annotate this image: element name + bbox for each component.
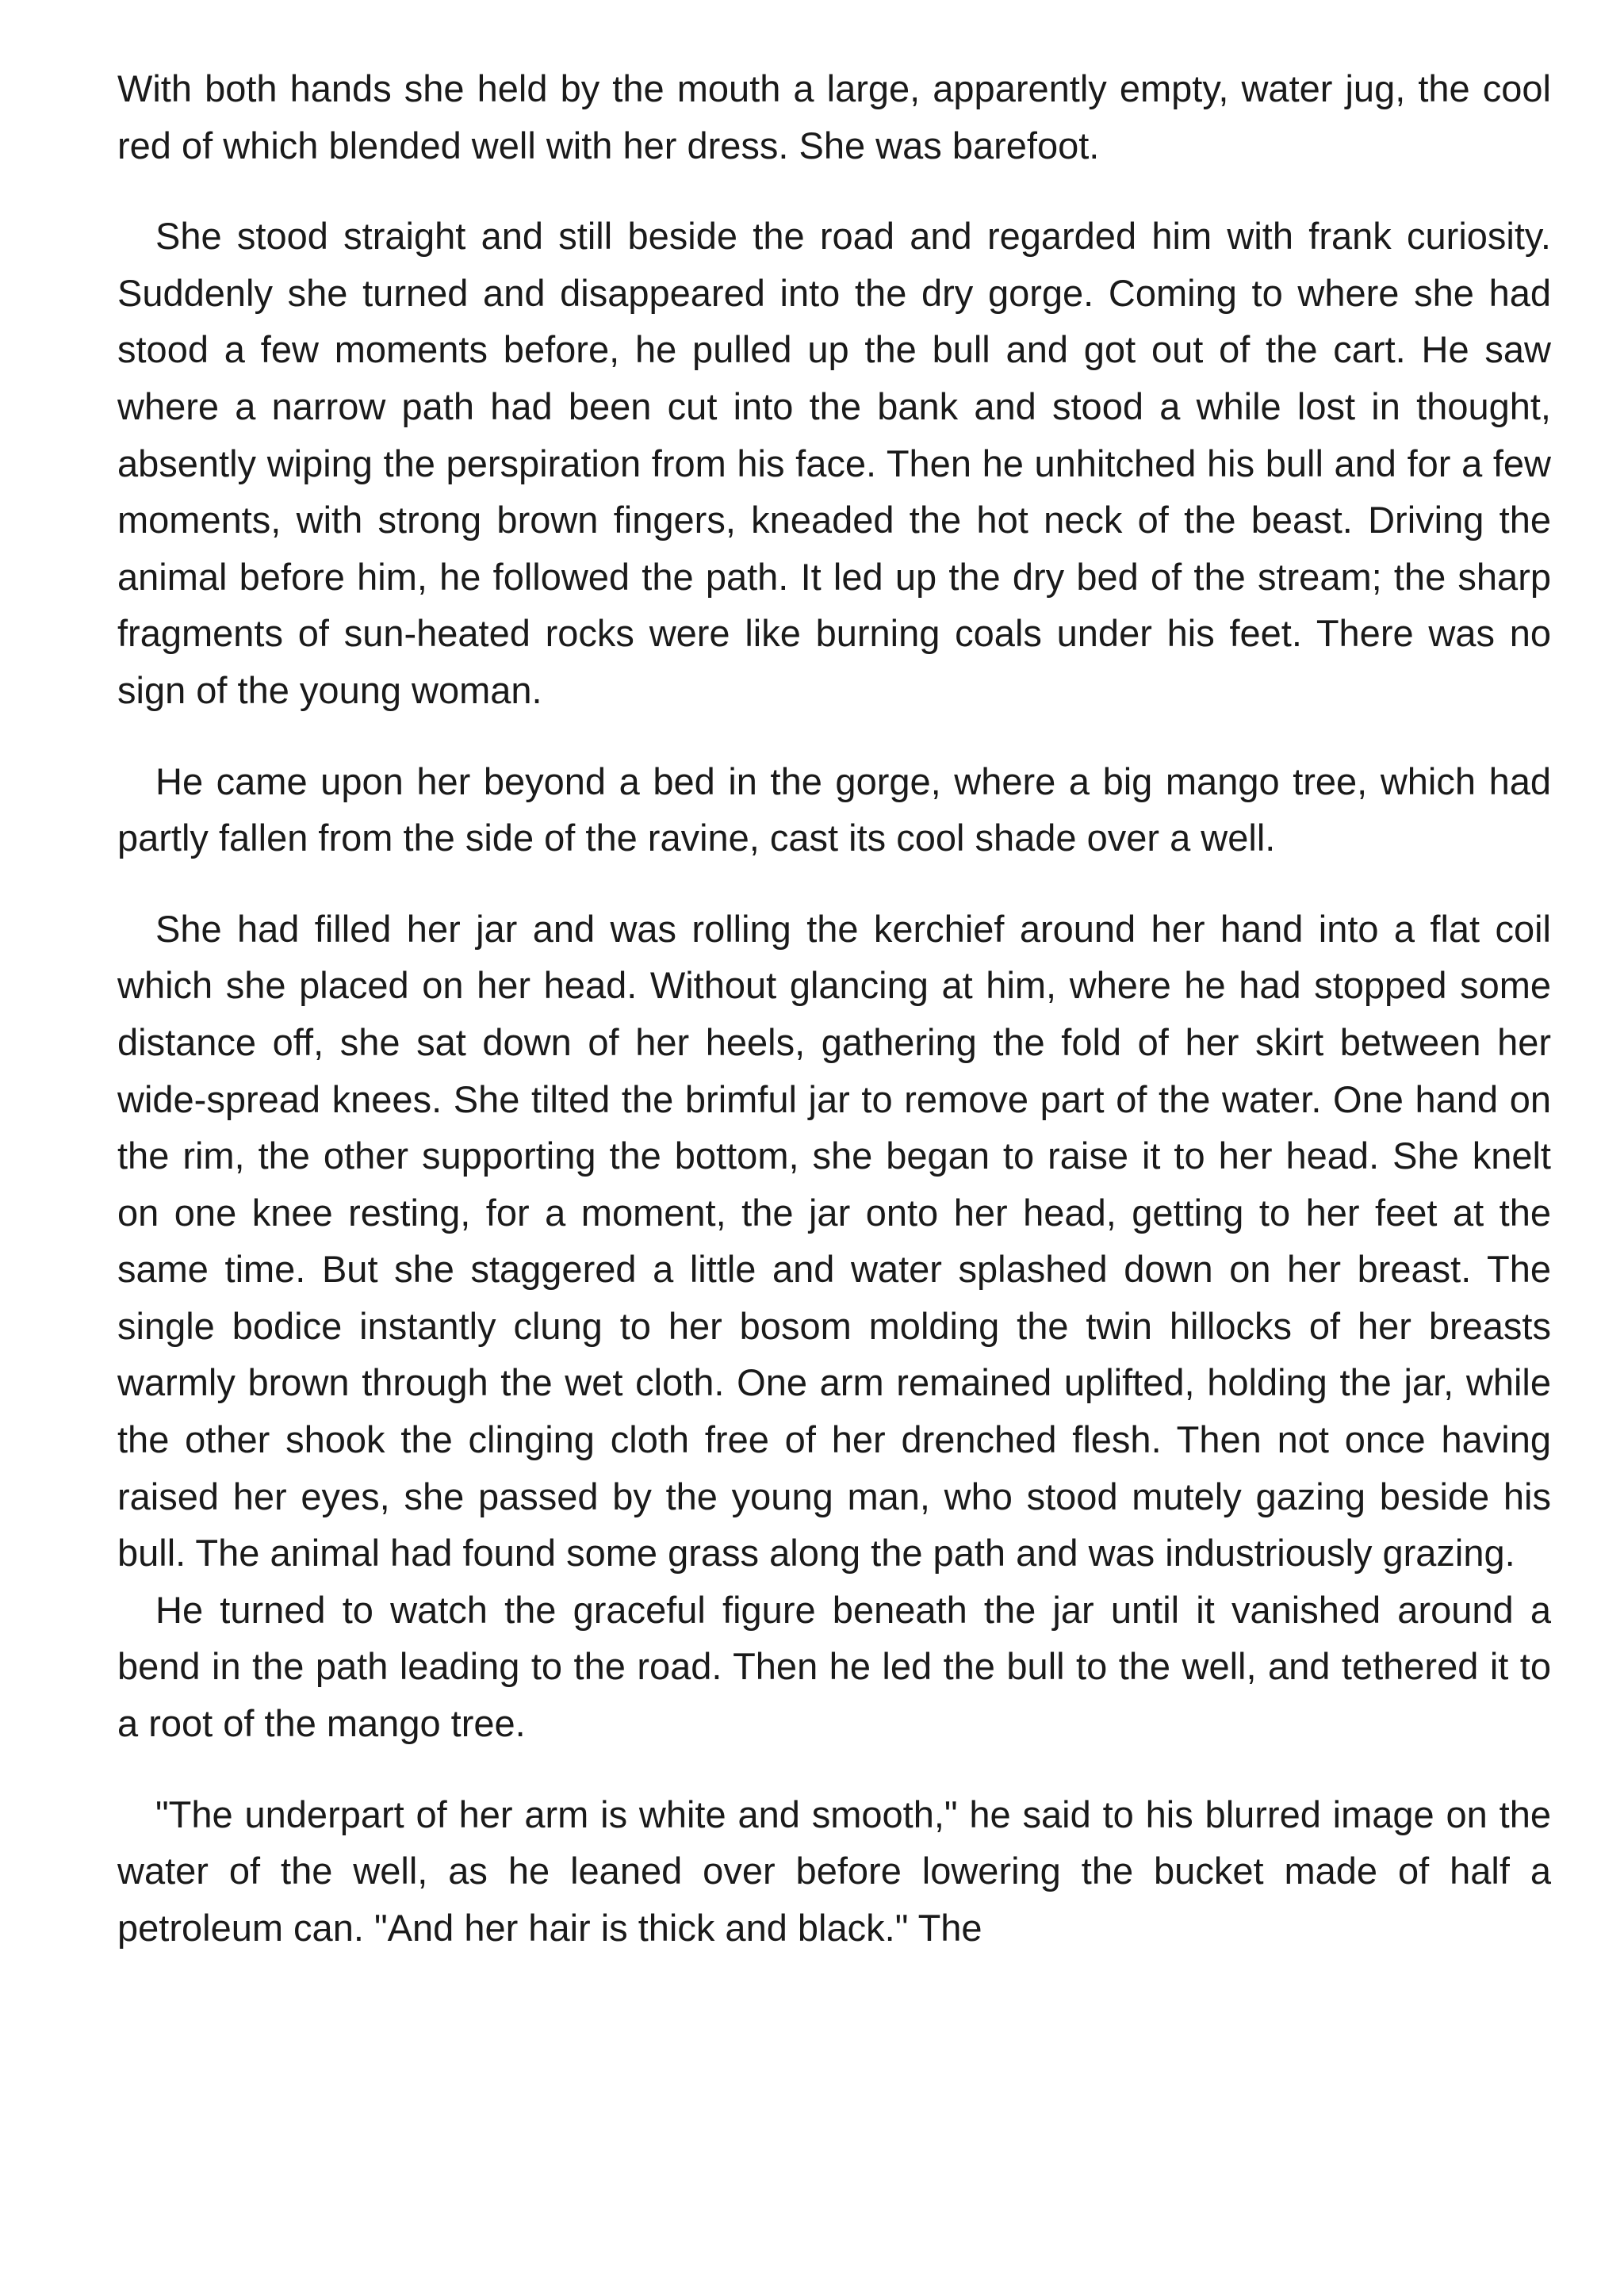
paragraph-4: She had filled her jar and was rolling the kerchief around her hand into a flat coil which she placed on her head. Without glancing at him, where he had stopped some distance off, she sat down of her heels, gathering the fold of her skirt between her wide-spread knees. She tilted the brimful jar to remove part of the water. One hand on the rim, the other supporting the bottom, she began to raise it to her head. She knelt on one knee resting, for a moment, the jar onto her head, getting to her feet at the same time. But she staggered a little and water splashed down on her breast. The single bodice instantly clung to her bosom molding the twin hillocks of her breasts warmly brown through the wet cloth. One arm remained uplifted, holding the jar, while the other shook the clinging cloth free of her drenched flesh. Then not once having raised her eyes, she passed by the young man, who stood mutely gazing beside his bull. The animal had found some grass along the path and was industriously grazing. <box>117 907 1551 1575</box>
paragraph-3: He came upon her beyond a bed in the gorge, where a big mango tree, which had partly fallen from the side of the ravine, cast its cool shade over a well. <box>117 760 1551 859</box>
paragraph-5: He turned to watch the graceful figure beneath the jar until it vanished around a bend in the path leading to the road. Then he led the bull to the well, and tethered it to a root of the mango tree. <box>117 1588 1551 1745</box>
paragraph-2: She stood straight and still beside the road and regarded him with frank curiosity. Suddenly she turned and disappeared into the dry gorge. Coming to where she had stood a few moments before, he pulled up the bull and got out of the cart. He saw where a narrow path had been cut into the bank and stood a while lost in thought, absently wiping the perspiration from his face. Then he unhitched his bull and for a few moments, with strong brown fingers, kneaded the hot neck of the beast. Driving the animal before him, he followed the path. It led up the dry bed of the stream; the sharp fragments of sun-heated rocks were like burning coals under his feet. There was no sign of the young woman. <box>117 215 1551 711</box>
document-page <box>117 60 1551 1956</box>
paragraph-6: "The underpart of her arm is white and smooth," he said to his blurred image on the water of the well, as he leaned over before lowering the bucket made of half a petroleum can. "And her hair is thick and black." The <box>117 1793 1551 1949</box>
paragraph-1: With both hands she held by the mouth a large, apparently empty, water jug, the cool red of which blended well with her dress. She was barefoot. <box>117 67 1551 166</box>
